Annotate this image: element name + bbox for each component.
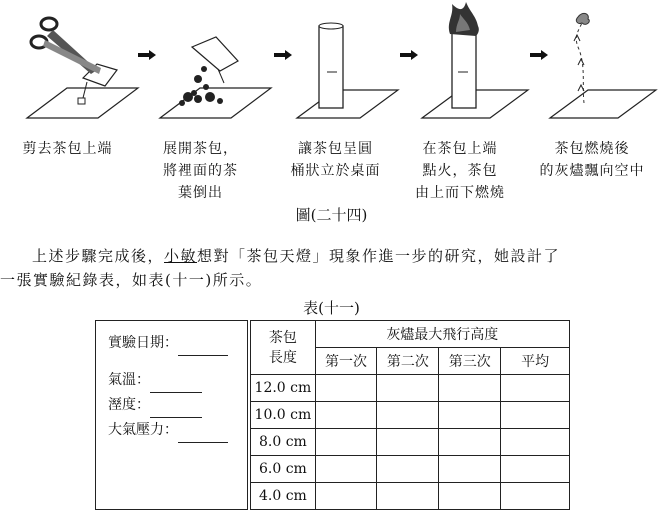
arrow-right-icon: [400, 50, 418, 60]
pressure-blank[interactable]: [178, 426, 228, 443]
arrow-right-icon: [138, 50, 156, 60]
person-name: 小敏: [164, 247, 198, 265]
temp-label: 氣溫：: [108, 372, 150, 388]
height-header: 灰燼最大飛行高度: [315, 321, 569, 348]
conditions-cell: [96, 321, 250, 510]
trial-header: 第一次: [315, 348, 377, 375]
ash-floating-icon: [548, 5, 658, 120]
data-cell[interactable]: [439, 429, 501, 456]
data-cell[interactable]: [315, 483, 377, 510]
paragraph-text: 上述步驟完成後，: [32, 247, 165, 265]
step-2-caption: 展開茶包， 將裡面的茶 葉倒出: [163, 141, 238, 201]
humidity-label: 溼度：: [108, 397, 150, 413]
data-cell[interactable]: [377, 429, 439, 456]
data-cell[interactable]: [315, 402, 377, 429]
length-cell: 10.0 cm: [249, 402, 315, 429]
scissors-cutting-teabag-icon: [25, 10, 140, 120]
length-cell: 6.0 cm: [249, 456, 315, 483]
length-header: 茶包 長度: [249, 321, 315, 375]
temp-row: [108, 368, 241, 393]
data-cell[interactable]: [501, 402, 570, 429]
arrow-right-icon: [530, 50, 548, 60]
humidity-row: [108, 393, 241, 418]
burning-cylinder-icon: [420, 2, 530, 120]
step-4-caption: 在茶包上端 點火，茶包 由上而下燃燒: [415, 141, 505, 201]
paragraph-text: 想對「茶包天燈」現象作進一步的研究，她設計了: [197, 247, 561, 265]
figure-title: 圖(二十四): [295, 206, 368, 224]
humidity-blank[interactable]: [150, 401, 202, 418]
trial-header: 第三次: [439, 348, 501, 375]
teabag-cylinder-icon: [295, 20, 400, 120]
paragraph-line-1: [32, 246, 560, 266]
data-cell[interactable]: [439, 483, 501, 510]
step-1-caption: 剪去茶包上端: [22, 141, 113, 157]
data-cell[interactable]: [315, 429, 377, 456]
data-cell[interactable]: [501, 456, 570, 483]
data-cell[interactable]: [439, 402, 501, 429]
length-cell: 8.0 cm: [249, 429, 315, 456]
data-cell[interactable]: [377, 456, 439, 483]
step-5-caption: 茶包燃燒後 的灰燼飄向空中: [539, 141, 645, 179]
data-cell[interactable]: [501, 375, 570, 402]
data-cell[interactable]: [315, 375, 377, 402]
data-cell[interactable]: [501, 483, 570, 510]
length-cell: 12.0 cm: [249, 375, 315, 402]
step-3-caption: 讓茶包呈圓 桶狀立於桌面: [290, 141, 381, 179]
trial-header: 第二次: [377, 348, 439, 375]
data-cell[interactable]: [439, 456, 501, 483]
table-title: 表(十一): [303, 299, 360, 317]
record-table: [95, 320, 570, 510]
date-row: [108, 331, 241, 356]
data-cell[interactable]: [315, 456, 377, 483]
temp-blank[interactable]: [150, 376, 202, 393]
data-cell[interactable]: [377, 375, 439, 402]
length-cell: 4.0 cm: [249, 483, 315, 510]
pressure-row: [108, 418, 241, 443]
data-cell[interactable]: [377, 483, 439, 510]
pressure-label: 大氣壓力：: [108, 422, 178, 438]
data-cell[interactable]: [439, 375, 501, 402]
date-blank[interactable]: [178, 339, 228, 356]
average-header: 平均: [501, 348, 570, 375]
data-cell[interactable]: [377, 402, 439, 429]
data-cell[interactable]: [501, 429, 570, 456]
date-label: 實驗日期：: [108, 335, 178, 351]
paragraph-line-2: 一張實驗紀錄表，如表(十一)所示。: [0, 271, 263, 289]
pouring-tea-leaves-icon: [158, 35, 273, 120]
arrow-right-icon: [274, 50, 292, 60]
